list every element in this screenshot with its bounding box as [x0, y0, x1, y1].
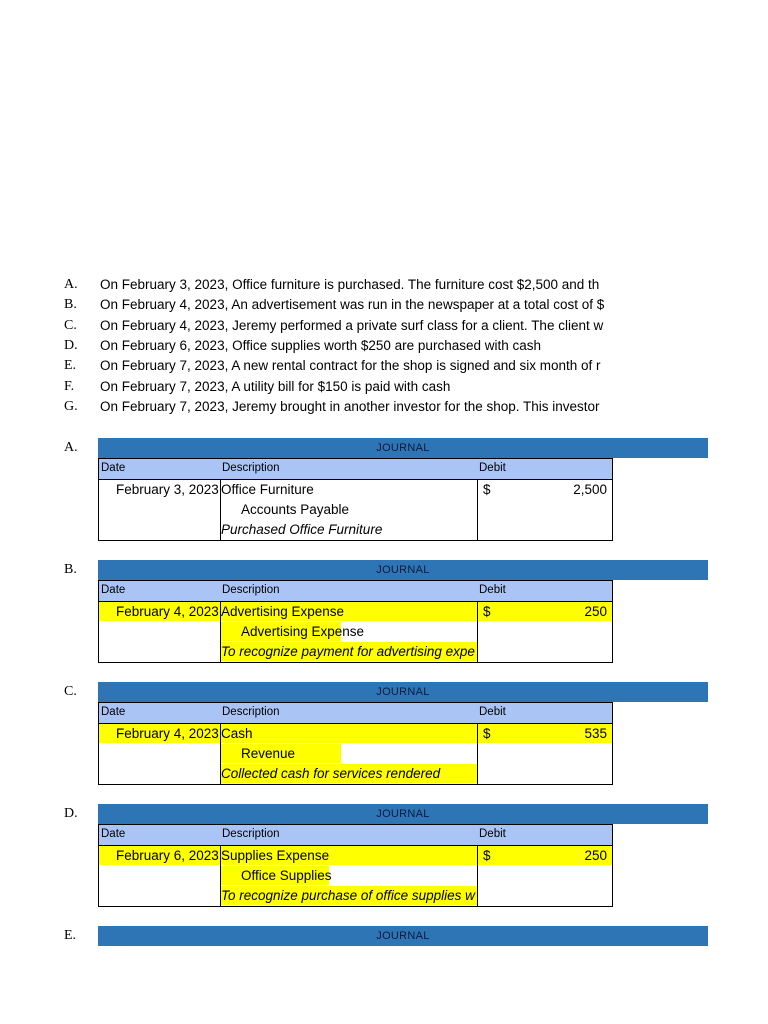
debit-header: Debit: [479, 462, 506, 474]
list-item: A. On February 3, 2023, Office furniture is purchased. The furniture cost $2,500 and th: [64, 277, 600, 292]
entry-memo: To recognize payment for advertising expe: [221, 644, 475, 659]
currency-symbol: $: [483, 604, 491, 619]
list-item: G. On February 7, 2023, Jeremy brought in another investor for the shop. This investor: [64, 399, 600, 414]
table-row: [99, 622, 612, 642]
journal-letter: A.: [64, 440, 78, 455]
journal-title-bar: JOURNAL: [98, 438, 708, 458]
debit-amount: 2,500: [573, 482, 607, 497]
credit-account: Office Supplies: [241, 868, 332, 883]
date-header: Date: [101, 462, 126, 474]
table-row: [99, 520, 612, 540]
journal-header-row: [99, 459, 612, 480]
debit-header: Debit: [479, 706, 506, 718]
table-row: [99, 846, 612, 866]
debit-amount: 535: [584, 726, 607, 741]
date-header: Date: [101, 706, 126, 718]
entry-date: February 3, 2023: [116, 482, 219, 497]
journal-table: [98, 702, 613, 785]
list-item: F. On February 7, 2023, A utility bill for $150 is paid with cash: [64, 379, 451, 394]
journal-letter: C.: [64, 684, 77, 699]
journal-letter: B.: [64, 562, 77, 577]
journal-letter: E.: [64, 928, 77, 943]
table-row: [99, 724, 612, 744]
description-header: Description: [222, 828, 280, 840]
journal-table: [98, 458, 613, 541]
journal-letter: D.: [64, 806, 78, 821]
entry-date: February 4, 2023: [116, 604, 219, 619]
table-row: [99, 764, 612, 784]
debit-account: Cash: [221, 726, 253, 741]
journal-header-row: [99, 703, 612, 724]
journal-title-bar: JOURNAL: [98, 682, 708, 702]
currency-symbol: $: [483, 482, 491, 497]
table-row: [99, 886, 477, 906]
table-row: [99, 480, 612, 500]
journal-table: [98, 824, 613, 907]
debit-account: Supplies Expense: [221, 848, 330, 863]
journal-title-bar: JOURNAL: [98, 804, 708, 824]
list-item: B. On February 4, 2023, An advertisement was run in the newspaper at a total cost of $: [64, 297, 605, 312]
debit-header: Debit: [479, 828, 506, 840]
description-header: Description: [222, 462, 280, 474]
date-header: Date: [101, 828, 126, 840]
list-item: D. On February 6, 2023, Office supplies worth $250 are purchased with cash: [64, 338, 541, 353]
table-row: [99, 744, 612, 764]
table-row: [99, 642, 477, 662]
entry-memo: Collected cash for services rendered: [221, 766, 441, 781]
journal-title-bar: JOURNAL: [98, 926, 708, 946]
date-header: Date: [101, 584, 126, 596]
journal-table: [98, 580, 613, 663]
credit-account: Advertising Expense: [241, 624, 365, 639]
journal-header-row: [99, 825, 612, 846]
currency-symbol: $: [483, 848, 491, 863]
journal-title-bar: JOURNAL: [98, 560, 708, 580]
debit-header: Debit: [479, 584, 506, 596]
entry-memo: Purchased Office Furniture: [221, 522, 383, 537]
list-item: C. On February 4, 2023, Jeremy performed a private surf class for a client. The client w: [64, 318, 604, 333]
table-row: [99, 602, 612, 622]
description-header: Description: [222, 584, 280, 596]
table-row: [99, 866, 612, 886]
journal-header-row: [99, 581, 612, 602]
credit-account: Revenue: [241, 746, 296, 761]
debit-account: Office Furniture: [221, 482, 314, 497]
currency-symbol: $: [483, 726, 491, 741]
entry-memo: To recognize purchase of office supplies w: [221, 888, 475, 903]
debit-amount: 250: [584, 604, 607, 619]
table-row: [99, 500, 612, 520]
credit-account: Accounts Payable: [241, 502, 350, 517]
description-header: Description: [222, 706, 280, 718]
entry-date: February 6, 2023: [116, 848, 219, 863]
debit-amount: 250: [584, 848, 607, 863]
debit-account: Advertising Expense: [221, 604, 345, 619]
entry-date: February 4, 2023: [116, 726, 219, 741]
list-item: E. On February 7, 2023, A new rental contract for the shop is signed and six month of r: [64, 358, 601, 373]
